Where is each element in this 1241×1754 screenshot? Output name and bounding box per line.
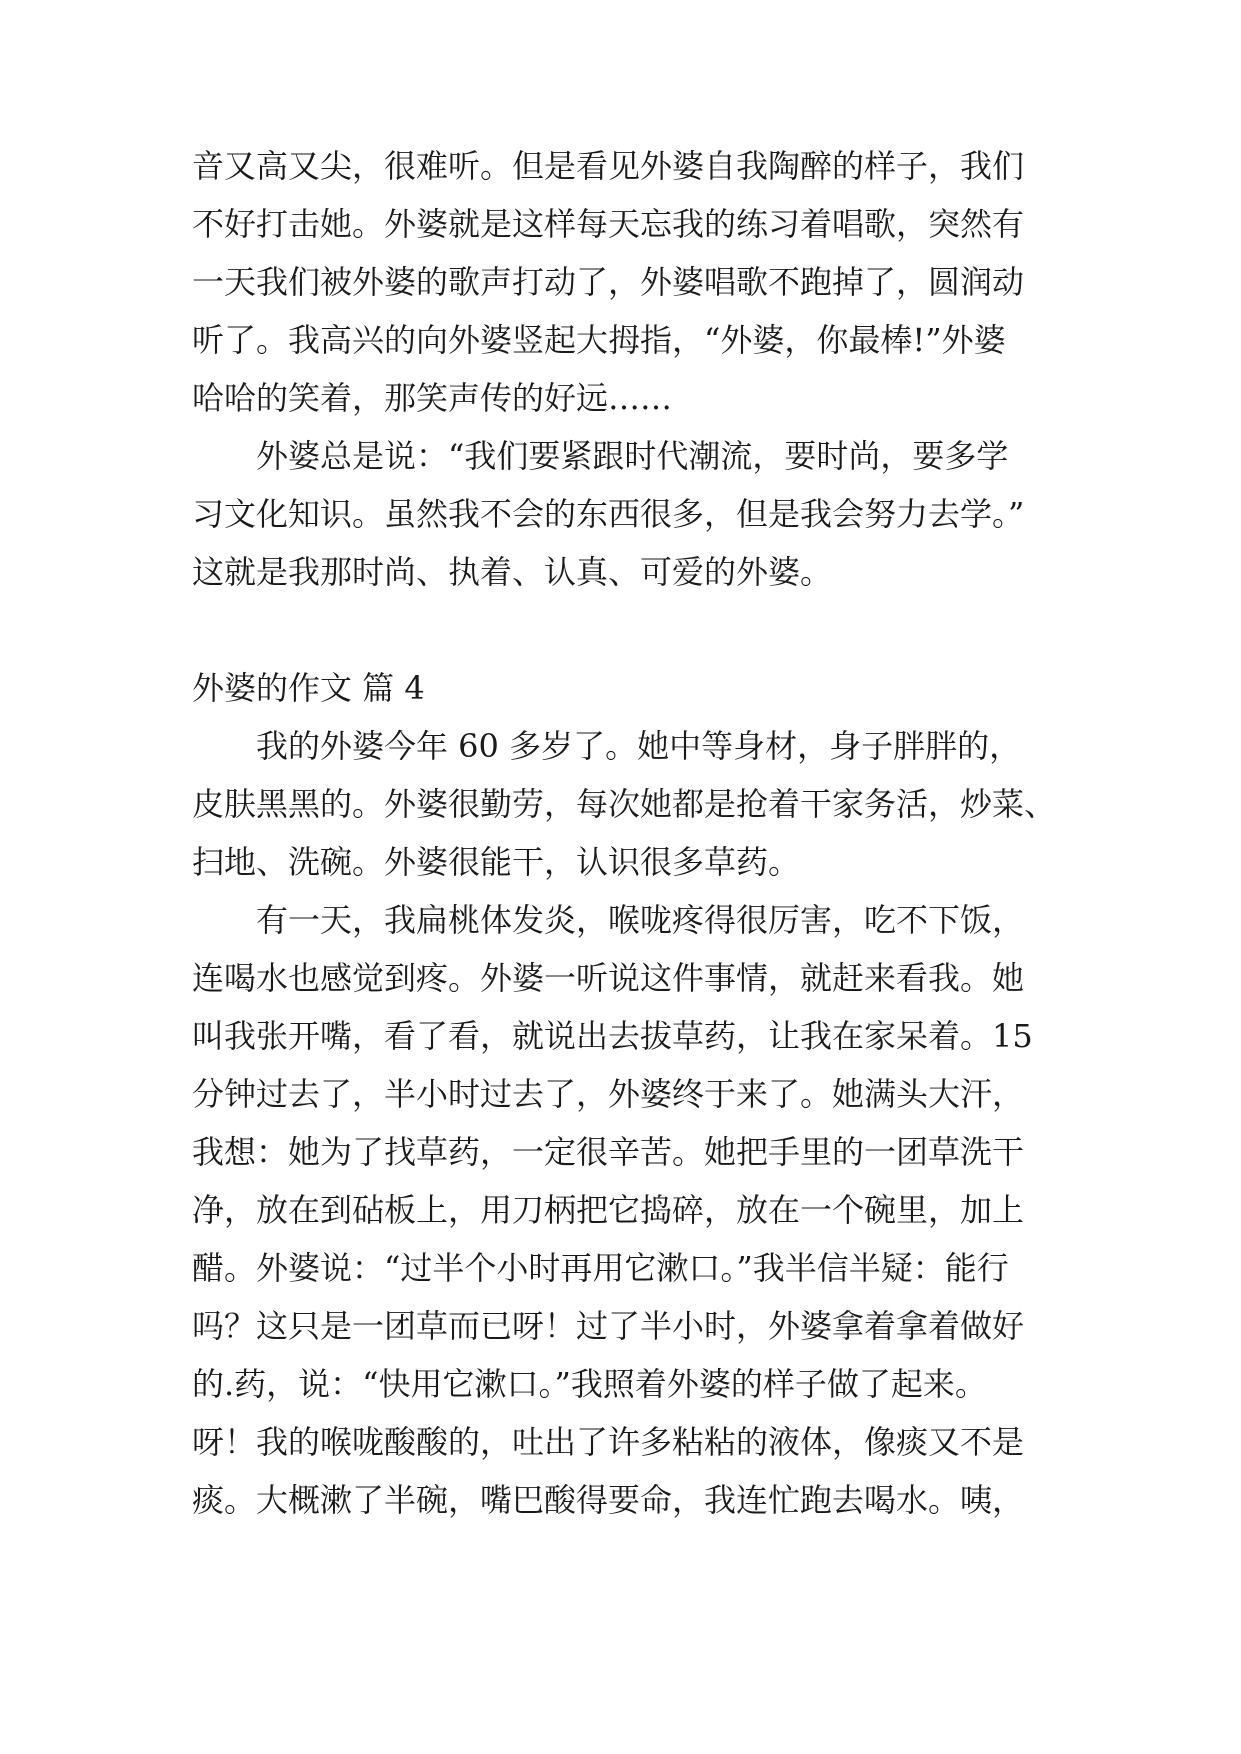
paragraph-line: 呀！我的喉咙酸酸的，吐出了许多粘粘的液体，像痰又不是	[192, 1423, 1025, 1461]
paragraph-line: 哈哈的笑着，那笑声传的好远……	[192, 379, 673, 417]
paragraph-line: 习文化知识。虽然我不会的东西很多，但是我会努力去学。”	[192, 495, 1025, 533]
paragraph-line: 分钟过去了，半小时过去了，外婆终于来了。她满头大汗，	[192, 1075, 1025, 1113]
paragraph-line: 醋。外婆说：“过半个小时再用它漱口。”我半信半疑：能行	[192, 1249, 1009, 1287]
paragraph-line: 扫地、洗碗。外婆很能干，认识很多草药。	[192, 843, 801, 881]
paragraph-line: 一天我们被外婆的歌声打动了，外婆唱歌不跑掉了，圆润动	[192, 263, 1025, 301]
paragraph-line: 吗？这只是一团草而已呀！过了半小时，外婆拿着拿着做好	[192, 1307, 1025, 1345]
paragraph-line: 的.药，说：“快用它漱口。”我照着外婆的样子做了起来。	[192, 1365, 987, 1403]
paragraph-line: 我想：她为了找草药，一定很辛苦。她把手里的一团草洗干	[192, 1133, 1025, 1171]
paragraph-line: 连喝水也感觉到疼。外婆一听说这件事情，就赶来看我。她	[192, 959, 1025, 997]
paragraph-line: 我的外婆今年 60 多岁了。她中等身材，身子胖胖的，	[256, 727, 1022, 765]
paragraph-line: 叫我张开嘴，看了看，就说出去拔草药，让我在家呆着。15	[192, 1017, 1033, 1055]
paragraph-line: 皮肤黑黑的。外婆很勤劳，每次她都是抢着干家务活，炒菜、	[192, 785, 1057, 823]
paragraph-line: 这就是我那时尚、执着、认真、可爱的外婆。	[192, 553, 833, 591]
section-heading: 外婆的作文 篇 4	[192, 669, 425, 707]
paragraph-line: 净，放在到砧板上，用刀柄把它捣碎，放在一个碗里，加上	[192, 1191, 1025, 1229]
paragraph-line: 不好打击她。外婆就是这样每天忘我的练习着唱歌，突然有	[192, 205, 1025, 243]
paragraph-line: 听了。我高兴的向外婆竖起大拇指，“外婆，你最棒!”外婆	[192, 321, 1006, 359]
paragraph-line: 外婆总是说：“我们要紧跟时代潮流，要时尚，要多学	[256, 437, 1009, 475]
paragraph-line: 有一天，我扁桃体发炎，喉咙疼得很厉害，吃不下饭，	[256, 901, 1025, 939]
paragraph-line: 音又高又尖，很难听。但是看见外婆自我陶醉的样子，我们	[192, 147, 1025, 185]
paragraph-line: 痰。大概漱了半碗，嘴巴酸得要命，我连忙跑去喝水。咦，	[192, 1481, 1025, 1519]
